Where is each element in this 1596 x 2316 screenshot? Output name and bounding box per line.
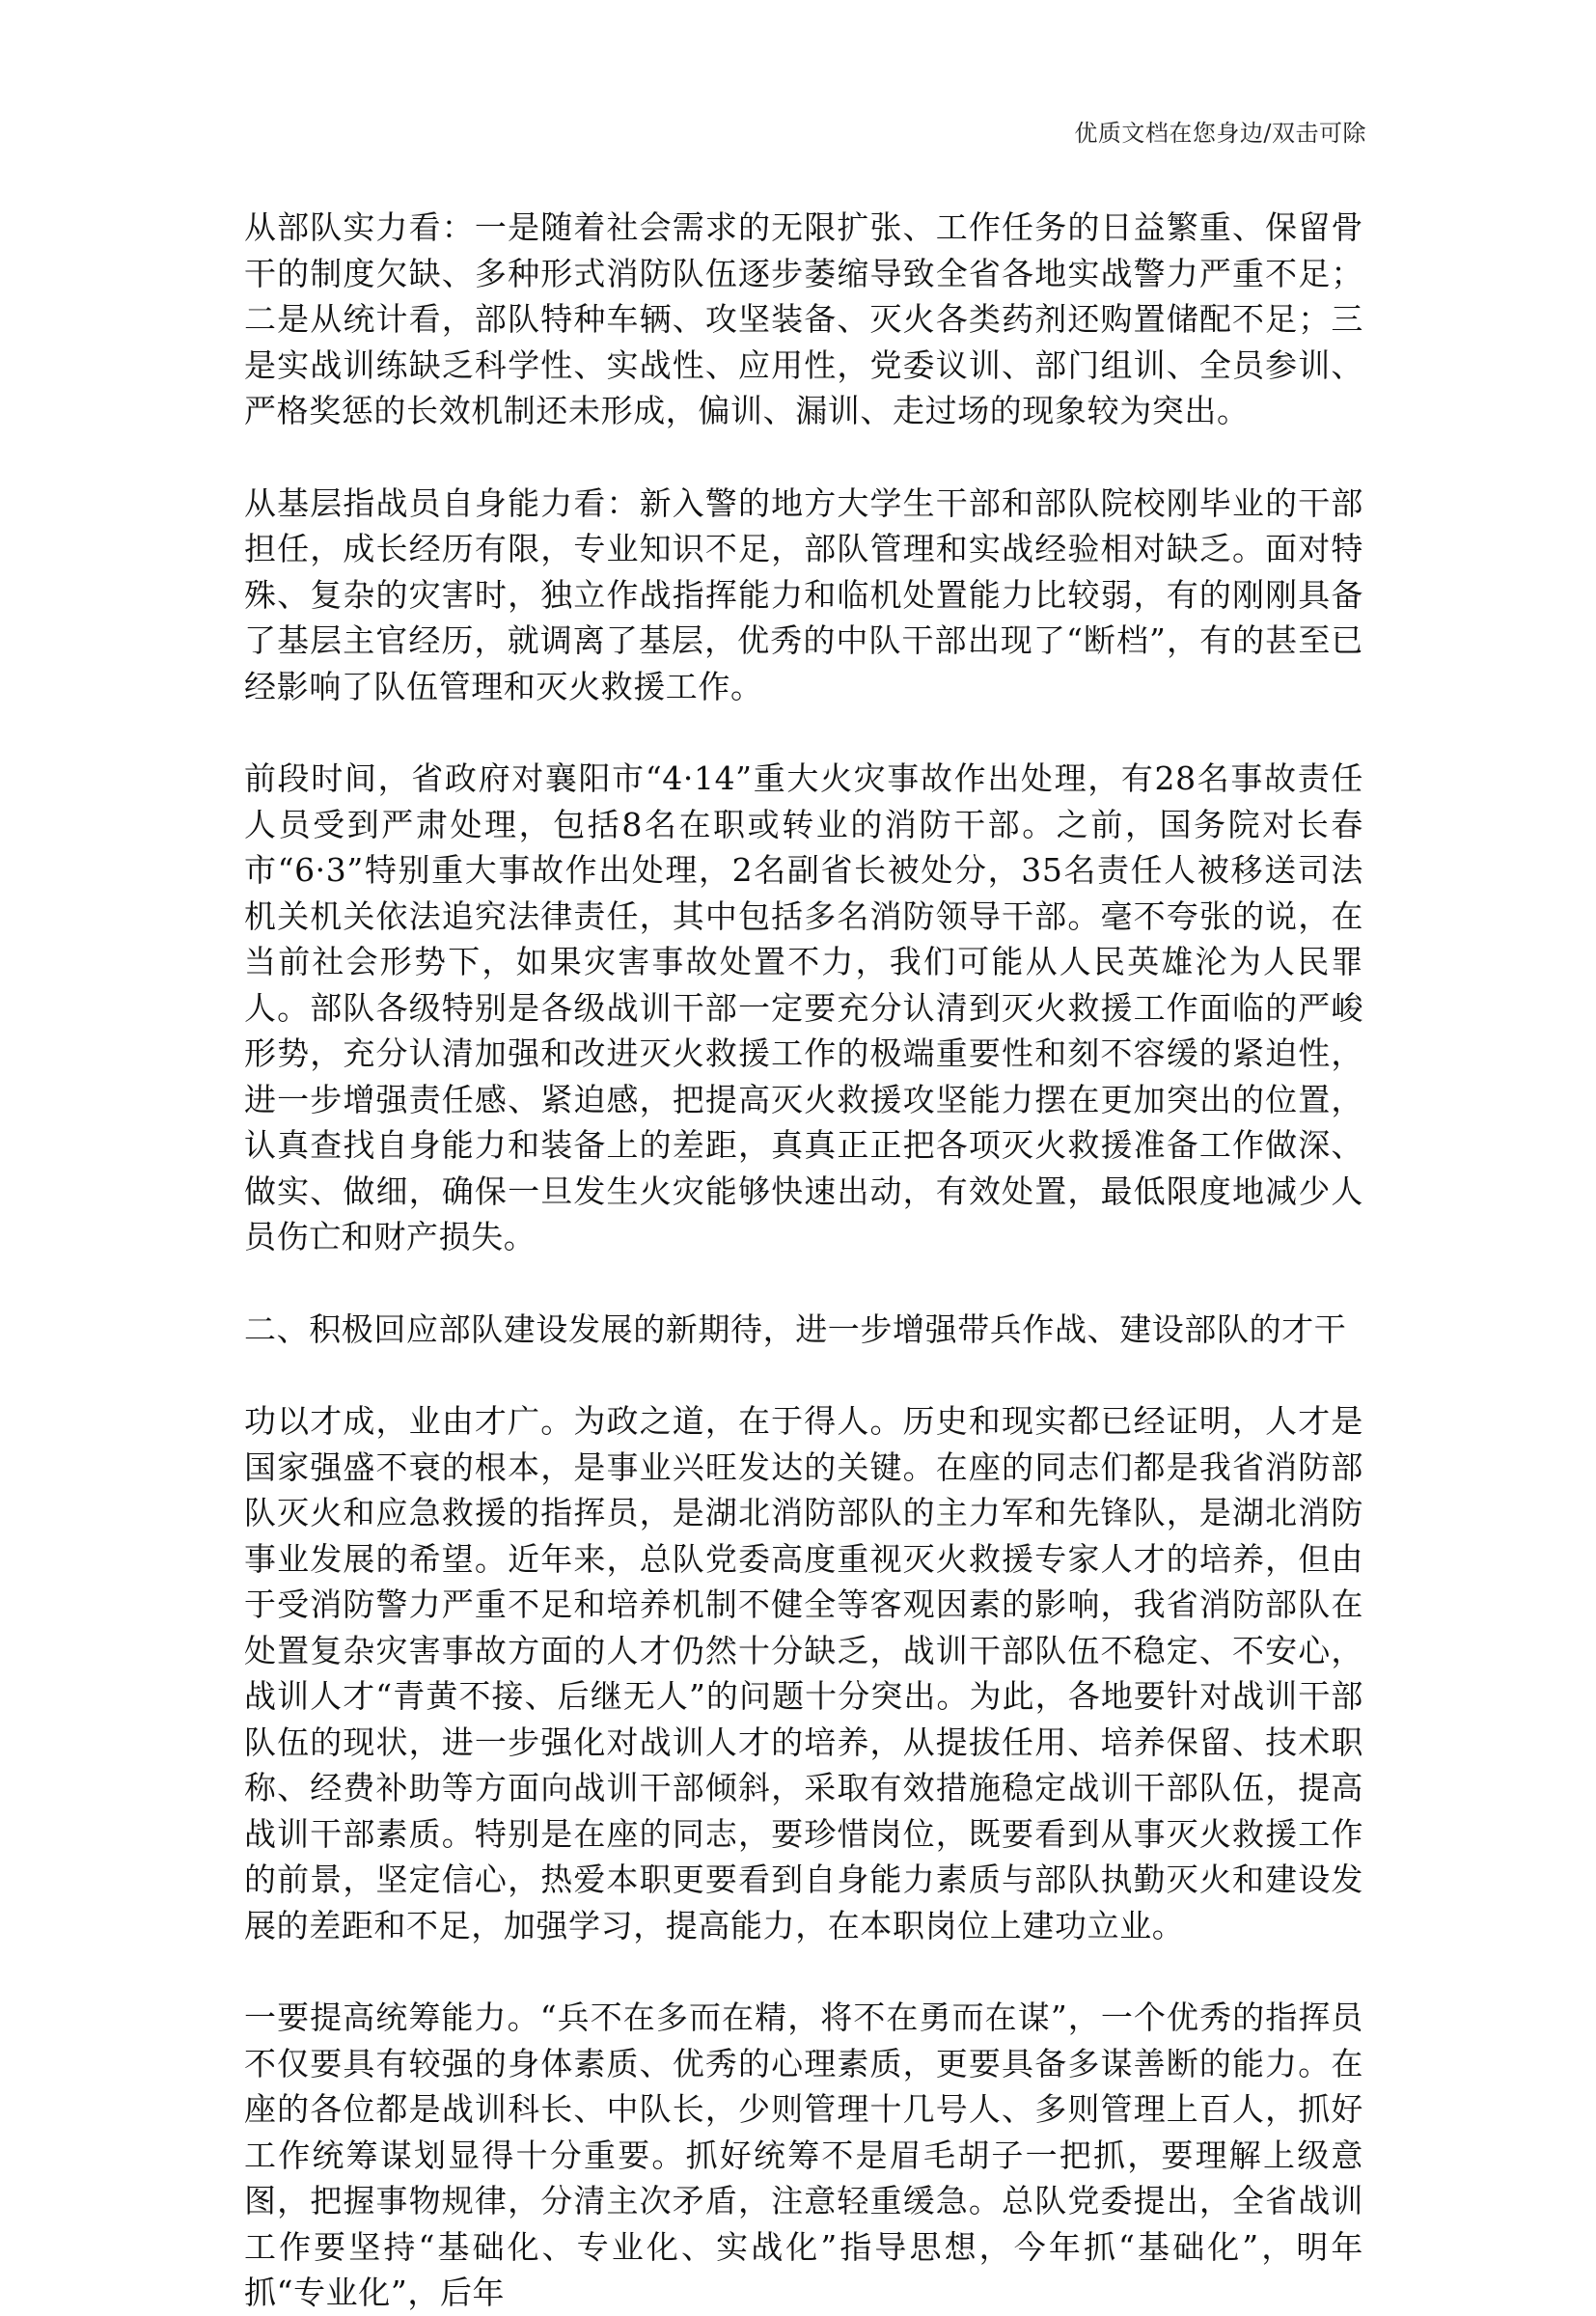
paragraph-accident-handling: 前段时间，省政府对襄阳市“4·14”重大火灾事故作出处理，有28名事故责任人员受到严肃处理，包括8名在职或转业的消防干部。之前，国务院对长春市“6·3”特别重大事故作出处理，2名副省长被处分，35名责任人被移送司法机关机关依法追究法律责任，其中包括多名消防领导干部。毫不夸张的说，在当前社会形势下，如果灾害事故处置不力，我们可能从人民英雄沦为人民罪人。部队各级特别是各级战训干部一定要充分认清到灭火救援工作面临的严峻形势，充分认清加强和改进灭火救援工作的极端重要性和刻不容缓的紧迫性，进一步增强责任感、紧迫感，把提高灭火救援攻坚能力摆在更加突出的位置，认真查找自身能力和装备上的差距，真真正正把各项灭火救援准备工作做深、做实、做细，确保一旦发生火灾能够快速出动，有效处置，最低限度地减少人员伤亡和财产损失。 xyxy=(244,759,1363,1255)
paragraph-gap xyxy=(244,1948,1363,1995)
paragraph-gap xyxy=(244,1260,1363,1307)
paragraph-grassroots-capability: 从基层指战员自身能力看：新入警的地方大学生干部和部队院校刚毕业的干部担任，成长经历有限，专业知识不足，部队管理和实战经验相对缺乏。面对特殊、复杂的灾害时，独立作战指挥能力和临机处置能力比较弱，有的刚刚具备了基层主官经历，就调离了基层，优秀的中队干部出现了“断档”，有的甚至已经影响了队伍管理和灭火救援工作。 xyxy=(244,483,1363,705)
paragraph-gap xyxy=(244,1352,1363,1398)
paragraph-gap xyxy=(244,434,1363,481)
paragraph-talent-cultivation: 功以才成，业由才广。为政之道，在于得人。历史和现实都已经证明，人才是国家强盛不衰的根本，是事业兴旺发达的关键。在座的同志们都是我省消防部队灭火和应急救援的指挥员，是湖北消防部队的主力军和先锋队，是湖北消防事业发展的希望。近年来，总队党委高度重视灭火救援专家人才的培养，但由于受消防警力严重不足和培养机制不健全等客观因素的影响，我省消防部队在处置复杂灾害事故方面的人才仍然十分缺乏，战训干部队伍不稳定、不安心，战训人才“青黄不接、后继无人”的问题十分突出。为此，各地要针对战训干部队伍的现状，进一步强化对战训人才的培养，从提拔任用、培养保留、技术职称、经费补助等方面向战训干部倾斜，采取有效措施稳定战训干部队伍，提高战训干部素质。特别是在座的同志，要珍惜岗位，既要看到从事灭火救援工作的前景，坚定信心，热爱本职更要看到自身能力素质与部队执勤灭火和建设发展的差距和不足，加强学习，提高能力，在本职岗位上建功立业。 xyxy=(244,1402,1363,1944)
paragraph-force-strength: 从部队实力看：一是随着社会需求的无限扩张、工作任务的日益繁重、保留骨干的制度欠缺、多种形式消防队伍逐步萎缩导致全省各地实战警力严重不足；二是从统计看，部队特种车辆、攻坚装备、灭火各类药剂还购置储配不足；三是实战训练缺乏科学性、实战性、应用性，党委议训、部门组训、全员参训、严格奖惩的长效机制还未形成，偏训、漏训、走过场的现象较为突出。 xyxy=(244,208,1363,429)
section-heading-two: 二、积极回应部队建设发展的新期待，进一步增强带兵作战、建设部队的才干 xyxy=(244,1310,1347,1348)
paragraph-gap xyxy=(244,709,1363,756)
document-body xyxy=(244,205,1363,2316)
paragraph-coordination-ability: 一要提高统筹能力。“兵不在多而在精，将不在勇而在谋”，一个优秀的指挥员不仅要具有较强的身体素质、优秀的心理素质，更要具备多谋善断的能力。在座的各位都是战训科长、中队长，少则管理十几号人、多则管理上百人，抓好工作统筹谋划显得十分重要。抓好统筹不是眉毛胡子一把抓，要理解上级意图，把握事物规律，分清主次矛盾，注意轻重缓急。总队党委提出，全省战训工作要坚持“基础化、专业化、实战化”指导思想，今年抓“基础化”，明年抓“专业化”，后年 xyxy=(244,1999,1363,2311)
header-watermark-note: 优质文档在您身边/双击可除 xyxy=(1074,120,1366,147)
